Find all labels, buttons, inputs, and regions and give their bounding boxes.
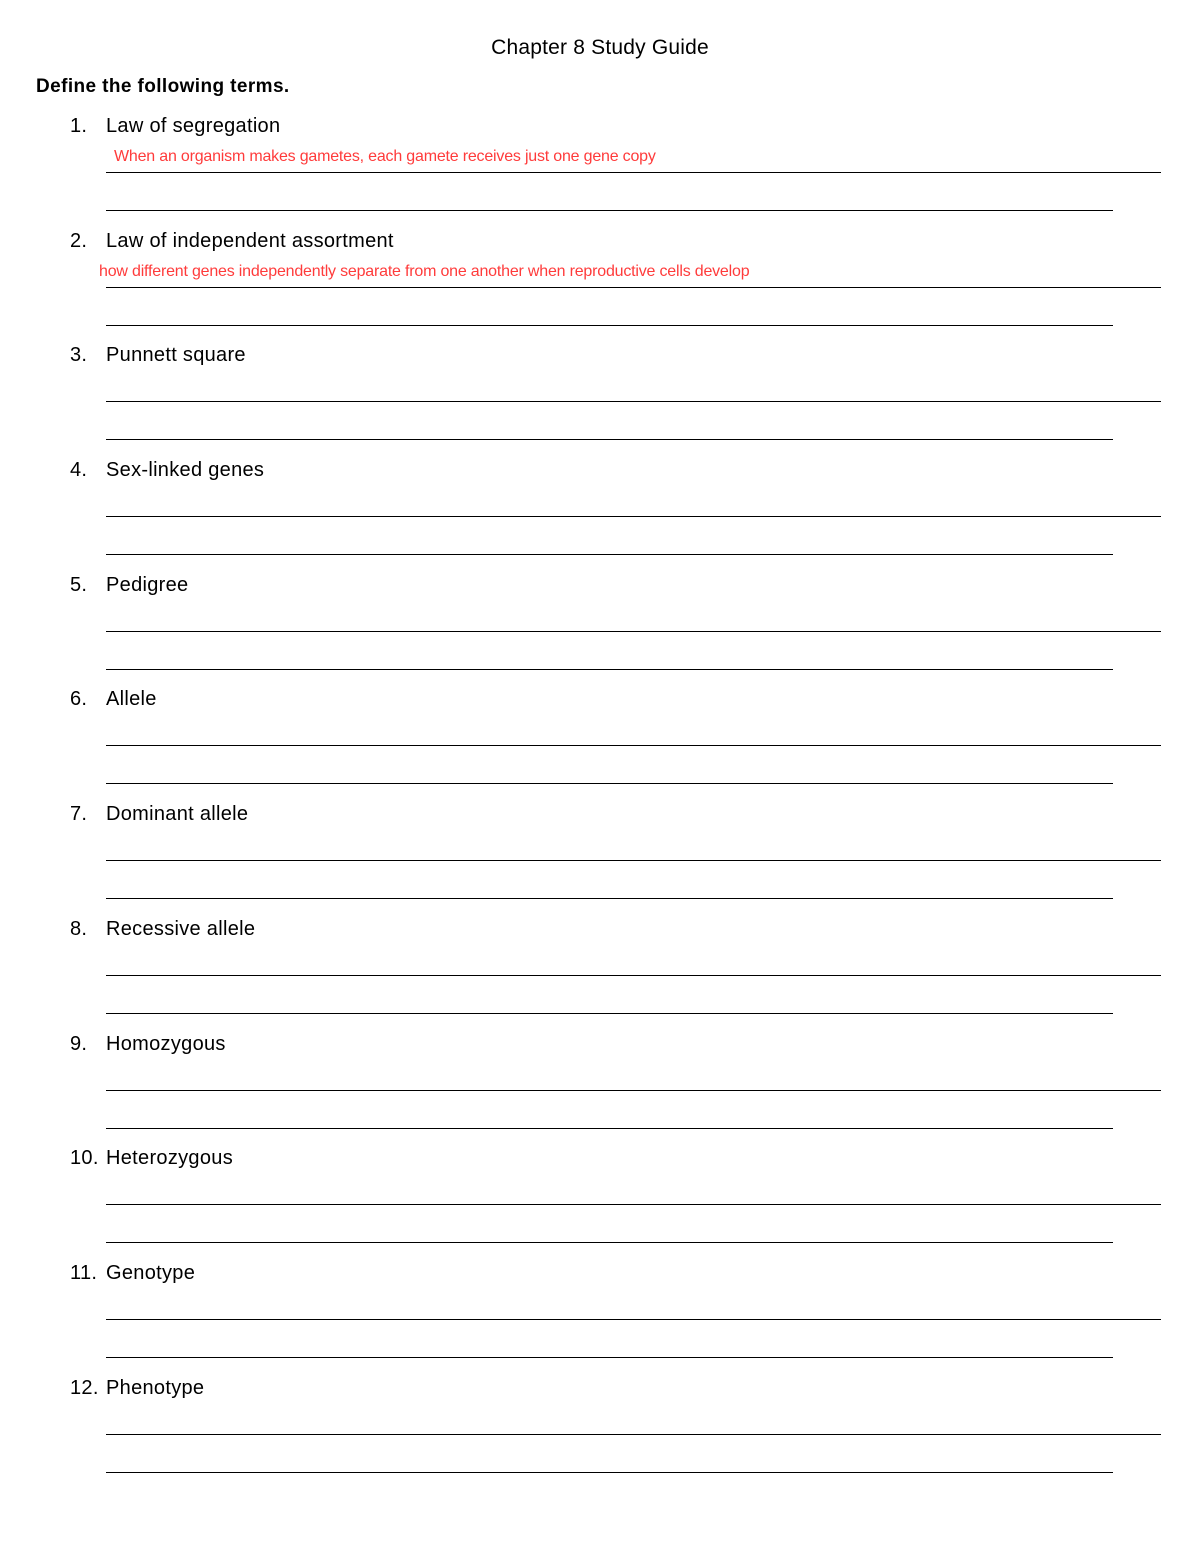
term-item (0, 228, 1200, 328)
answer-line[interactable] (106, 860, 1161, 861)
term-text: Phenotype (106, 1377, 205, 1399)
term-label (70, 457, 264, 483)
answer-line[interactable] (106, 1472, 1113, 1473)
term-text: Heterozygous (106, 1147, 233, 1169)
term-number: 3. (70, 344, 88, 366)
term-number: 11. (70, 1262, 98, 1284)
page-title: Chapter 8 Study Guide (491, 36, 709, 59)
answer-line[interactable] (106, 210, 1113, 211)
answer-line[interactable] (106, 1013, 1113, 1014)
term-label (70, 342, 246, 368)
term-text: Dominant allele (106, 803, 249, 825)
answer-line[interactable] (106, 1434, 1161, 1435)
answer-line[interactable] (106, 516, 1161, 517)
answer-line[interactable] (106, 745, 1161, 746)
answer-line[interactable] (106, 554, 1113, 555)
term-label (70, 801, 248, 827)
answer-line[interactable] (106, 172, 1161, 173)
term-label (70, 686, 157, 712)
answer-line[interactable] (106, 439, 1113, 440)
term-number: 7. (70, 803, 88, 825)
term-text: Sex-linked genes (106, 459, 265, 481)
term-number: 9. (70, 1033, 88, 1055)
term-item (0, 686, 1200, 786)
term-item (0, 572, 1200, 672)
term-item (0, 342, 1200, 442)
term-number: 5. (70, 574, 88, 596)
term-number: 4. (70, 459, 88, 481)
answer-line[interactable] (106, 325, 1113, 326)
term-number: 10. (70, 1147, 99, 1169)
answer-line[interactable] (106, 631, 1161, 632)
term-number: 2. (70, 230, 88, 252)
term-text: Pedigree (106, 574, 189, 596)
term-item (0, 457, 1200, 557)
term-label (70, 1375, 204, 1401)
term-answer: how different genes independently separate from one another when reproductive cells develop (99, 263, 750, 280)
answer-line[interactable] (106, 669, 1113, 670)
term-label (70, 1031, 226, 1057)
term-label (70, 228, 394, 254)
answer-line[interactable] (106, 1204, 1161, 1205)
term-item (0, 1260, 1200, 1360)
term-label (70, 916, 255, 942)
term-item (0, 916, 1200, 1016)
term-answer: When an organism makes gametes, each gamete receives just one gene copy (114, 148, 656, 165)
term-text: Law of segregation (106, 115, 281, 137)
term-item (0, 1031, 1200, 1131)
term-number: 1. (70, 115, 88, 137)
term-label (70, 113, 280, 139)
term-number: 12. (70, 1377, 99, 1399)
term-text: Recessive allele (106, 918, 256, 940)
answer-line[interactable] (106, 783, 1113, 784)
term-label (70, 1145, 233, 1171)
answer-line[interactable] (106, 1242, 1113, 1243)
answer-line[interactable] (106, 401, 1161, 402)
term-text: Homozygous (106, 1033, 226, 1055)
term-number: 6. (70, 688, 88, 710)
instructions-heading: Define the following terms. (36, 76, 290, 97)
term-text: Allele (106, 688, 157, 710)
term-item (0, 1145, 1200, 1245)
answer-line[interactable] (106, 1319, 1161, 1320)
term-number: 8. (70, 918, 88, 940)
term-label (70, 1260, 195, 1286)
answer-line[interactable] (106, 287, 1161, 288)
term-text: Law of independent assortment (106, 230, 394, 252)
answer-line[interactable] (106, 1357, 1113, 1358)
term-text: Punnett square (106, 344, 246, 366)
answer-line[interactable] (106, 1128, 1113, 1129)
term-item (0, 801, 1200, 901)
term-label (70, 572, 188, 598)
answer-line[interactable] (106, 898, 1113, 899)
answer-line[interactable] (106, 1090, 1161, 1091)
term-item (0, 1375, 1200, 1475)
term-text: Genotype (106, 1262, 196, 1284)
term-item (0, 113, 1200, 213)
answer-line[interactable] (106, 975, 1161, 976)
